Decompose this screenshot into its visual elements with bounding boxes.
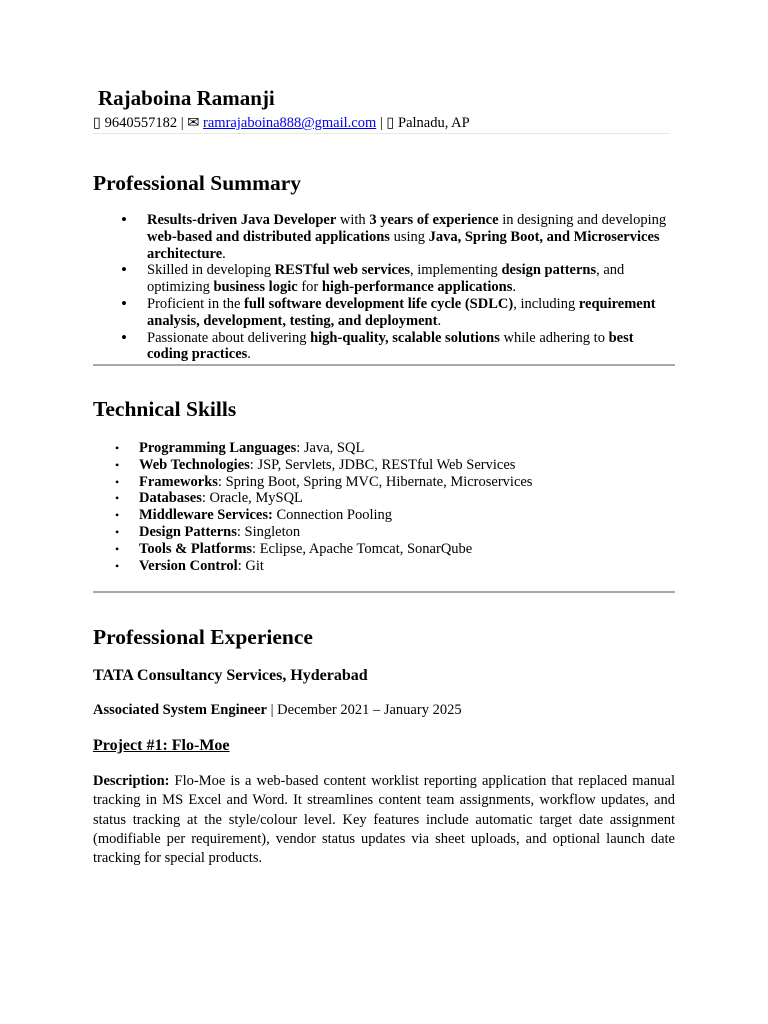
- skill-item: [93, 457, 675, 474]
- skill-value: : Eclipse, Apache Tomcat, SonarQube: [252, 540, 473, 557]
- skill-value: : Oracle, MySQL: [201, 490, 303, 507]
- skill-label: Version Control: [139, 557, 238, 574]
- role-separator: |: [267, 702, 278, 718]
- summary-bold-text: web-based and distributed applications: [147, 228, 390, 245]
- skill-value: : Spring Boot, Spring MVC, Hibernate, Microservices: [217, 473, 533, 490]
- project-title: Project #1: Flo-Moe: [93, 737, 230, 754]
- summary-text: using: [389, 228, 429, 245]
- summary-text: , including: [513, 295, 579, 312]
- header-divider: [93, 133, 670, 134]
- summary-text: Skilled in developing: [147, 262, 275, 279]
- location-pin-icon: ▯: [386, 115, 395, 131]
- contact-separator: |: [376, 115, 387, 131]
- skill-item: [93, 524, 675, 541]
- summary-item: [93, 330, 675, 364]
- summary-text: .: [247, 346, 251, 363]
- summary-text: for: [297, 279, 322, 296]
- summary-text: , implementing: [410, 262, 502, 279]
- contact-line: [93, 115, 470, 132]
- summary-bold-text: high-performance applications: [321, 279, 513, 296]
- summary-item: [93, 262, 675, 296]
- skill-item: [93, 490, 675, 507]
- skill-item: [93, 474, 675, 491]
- summary-item: [93, 212, 675, 262]
- summary-text: , and optimizing: [147, 262, 625, 296]
- skill-value: : JSP, Servlets, JDBC, RESTful Web Services: [249, 456, 516, 473]
- summary-text: in designing and developing: [498, 212, 667, 228]
- summary-bold-text: RESTful web services: [274, 262, 411, 279]
- description-text: Flo-Moe is a web-based content worklist reporting application that replaced manual tracking in MS Excel and Word. It streamlines content team assignments, workflow updates, and status tracking at the style/colour level. Key features include automatic target date assignment (modifiable per requirement), vendor status updates via sheet uploads, and optional launch date tracking for special products.: [93, 773, 675, 867]
- skill-label: Databases: [139, 490, 202, 507]
- summary-bold-text: best coding practices: [147, 329, 634, 363]
- summary-bold-text: Results-driven Java Developer: [147, 212, 337, 228]
- skill-value: Connection Pooling: [272, 507, 393, 524]
- summary-text: .: [222, 245, 226, 262]
- role-line: [93, 702, 462, 719]
- skill-label: Middleware Services:: [139, 507, 273, 524]
- skill-value: : Git: [237, 557, 264, 574]
- summary-text: while adhering to: [499, 329, 609, 346]
- mail-icon: ✉: [187, 115, 200, 131]
- description-label: Description:: [93, 773, 170, 789]
- employment-period: December 2021 – January 2025: [277, 702, 462, 718]
- phone-number: 9640557182: [104, 115, 178, 131]
- section-divider: [93, 591, 675, 593]
- location-text: Palnadu, AP: [398, 115, 470, 131]
- skill-label: Design Patterns: [139, 523, 237, 540]
- summary-bold-text: full software development life cycle (SDLC): [244, 295, 514, 312]
- summary-bold-text: high-quality, scalable solutions: [310, 329, 500, 346]
- summary-heading: Professional Summary: [93, 171, 302, 195]
- summary-bold-text: business logic: [213, 279, 298, 296]
- summary-text: with: [336, 212, 370, 228]
- skill-label: Frameworks: [139, 473, 218, 490]
- summary-text: .: [512, 279, 516, 296]
- skills-list: [93, 440, 675, 574]
- skill-item: [93, 507, 675, 524]
- summary-bold-text: requirement analysis, development, testing, and deployment: [147, 295, 656, 329]
- skills-heading: Technical Skills: [93, 397, 237, 421]
- company-name: TATA Consultancy Services, Hyderabad: [93, 667, 368, 684]
- summary-bold-text: 3 years of experience: [369, 212, 499, 228]
- skill-label: Programming Languages: [139, 440, 297, 456]
- section-divider: [93, 364, 675, 366]
- summary-bold-text: Java, Spring Boot, and Microservices architecture: [147, 228, 660, 262]
- summary-text: .: [437, 312, 442, 329]
- phone-icon: ▯: [93, 115, 101, 131]
- email-link[interactable]: ramrajaboina888@gmail.com: [203, 115, 377, 131]
- summary-list: [93, 212, 675, 363]
- skill-item: [93, 541, 675, 558]
- project-description: [93, 772, 675, 868]
- skill-label: Tools & Platforms: [139, 540, 253, 557]
- skill-value: : Java, SQL: [296, 440, 365, 456]
- summary-item: [93, 296, 675, 330]
- skill-item: [93, 558, 675, 575]
- skill-label: Web Technologies: [139, 456, 250, 473]
- skill-item: [93, 440, 675, 457]
- contact-separator: |: [177, 115, 188, 131]
- summary-bold-text: design patterns: [501, 262, 597, 279]
- candidate-name: Rajaboina Ramanji: [98, 86, 275, 110]
- job-title: Associated System Engineer: [93, 702, 267, 718]
- summary-text: Proficient in the: [147, 295, 245, 312]
- experience-heading: Professional Experience: [93, 625, 313, 649]
- summary-text: Passionate about delivering: [147, 329, 311, 346]
- skill-value: : Singleton: [236, 523, 301, 540]
